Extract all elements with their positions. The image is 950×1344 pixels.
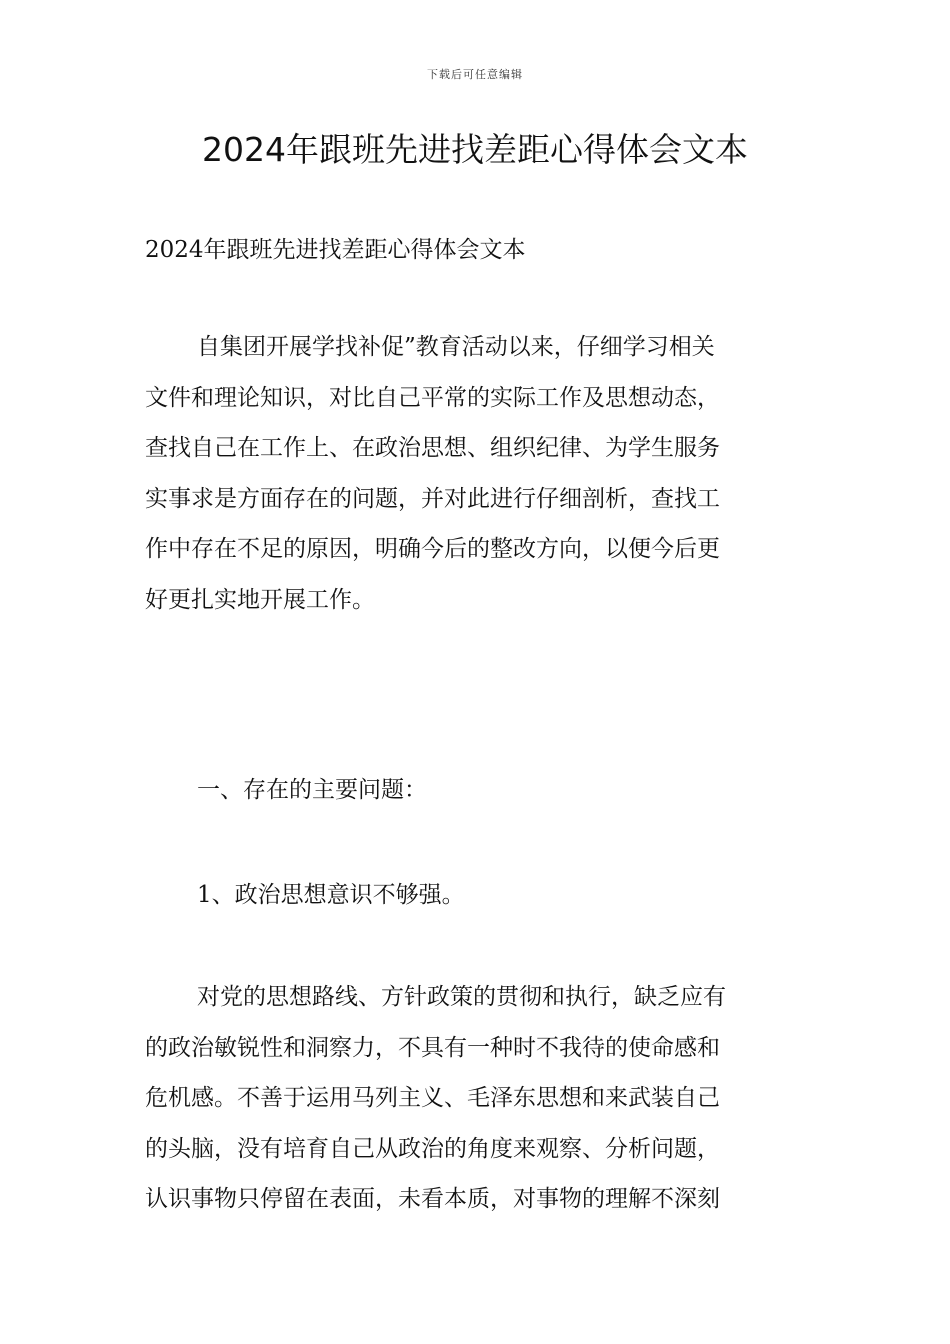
paragraph-line: 实事求是方面存在的问题，并对此进行仔细剖析，查找工: [145, 485, 720, 512]
paragraph-line: 好更扎实地开展工作。: [145, 586, 375, 613]
document-title: 2024年跟班先进找差距心得体会文本: [202, 130, 748, 169]
intro-paragraph: [145, 322, 807, 625]
paragraph-line: 对党的思想路线、方针政策的贯彻和执行，缺乏应有: [197, 984, 726, 1010]
paragraph-line: 自集团开展学找补促”教育活动以来，仔细学习相关: [197, 334, 715, 360]
paragraph-line: 认识事物只停留在表面，未看本质，对事物的理解不深刻: [145, 1186, 720, 1212]
paragraph-line: 作中存在不足的原因，明确今后的整改方向，以便今后更: [145, 536, 720, 562]
paragraph-line: 的政治敏锐性和洞察力，不具有一种时不我待的使命感和: [145, 1034, 720, 1061]
paragraph-line: 的头脑，没有培育自己从政治的角度来观察、分析问题，: [145, 1135, 720, 1162]
subsection-heading: 1、政治思想意识不够强。: [197, 882, 465, 908]
document-subtitle: 2024年跟班先进找差距心得体会文本: [145, 237, 526, 263]
section-heading: 一、存在的主要问题：: [197, 777, 427, 803]
page-header-note: 下载后可任意编辑: [427, 68, 523, 81]
paragraph-line: 文件和理论知识，对比自己平常的实际工作及思想动态，: [145, 384, 720, 411]
body-paragraph: [145, 972, 807, 1225]
paragraph-line: 危机感。不善于运用马列主义、毛泽东思想和来武装自己: [145, 1085, 720, 1111]
paragraph-line: 查找自己在工作上、在政治思想、组织纪律、为学生服务: [145, 435, 720, 461]
